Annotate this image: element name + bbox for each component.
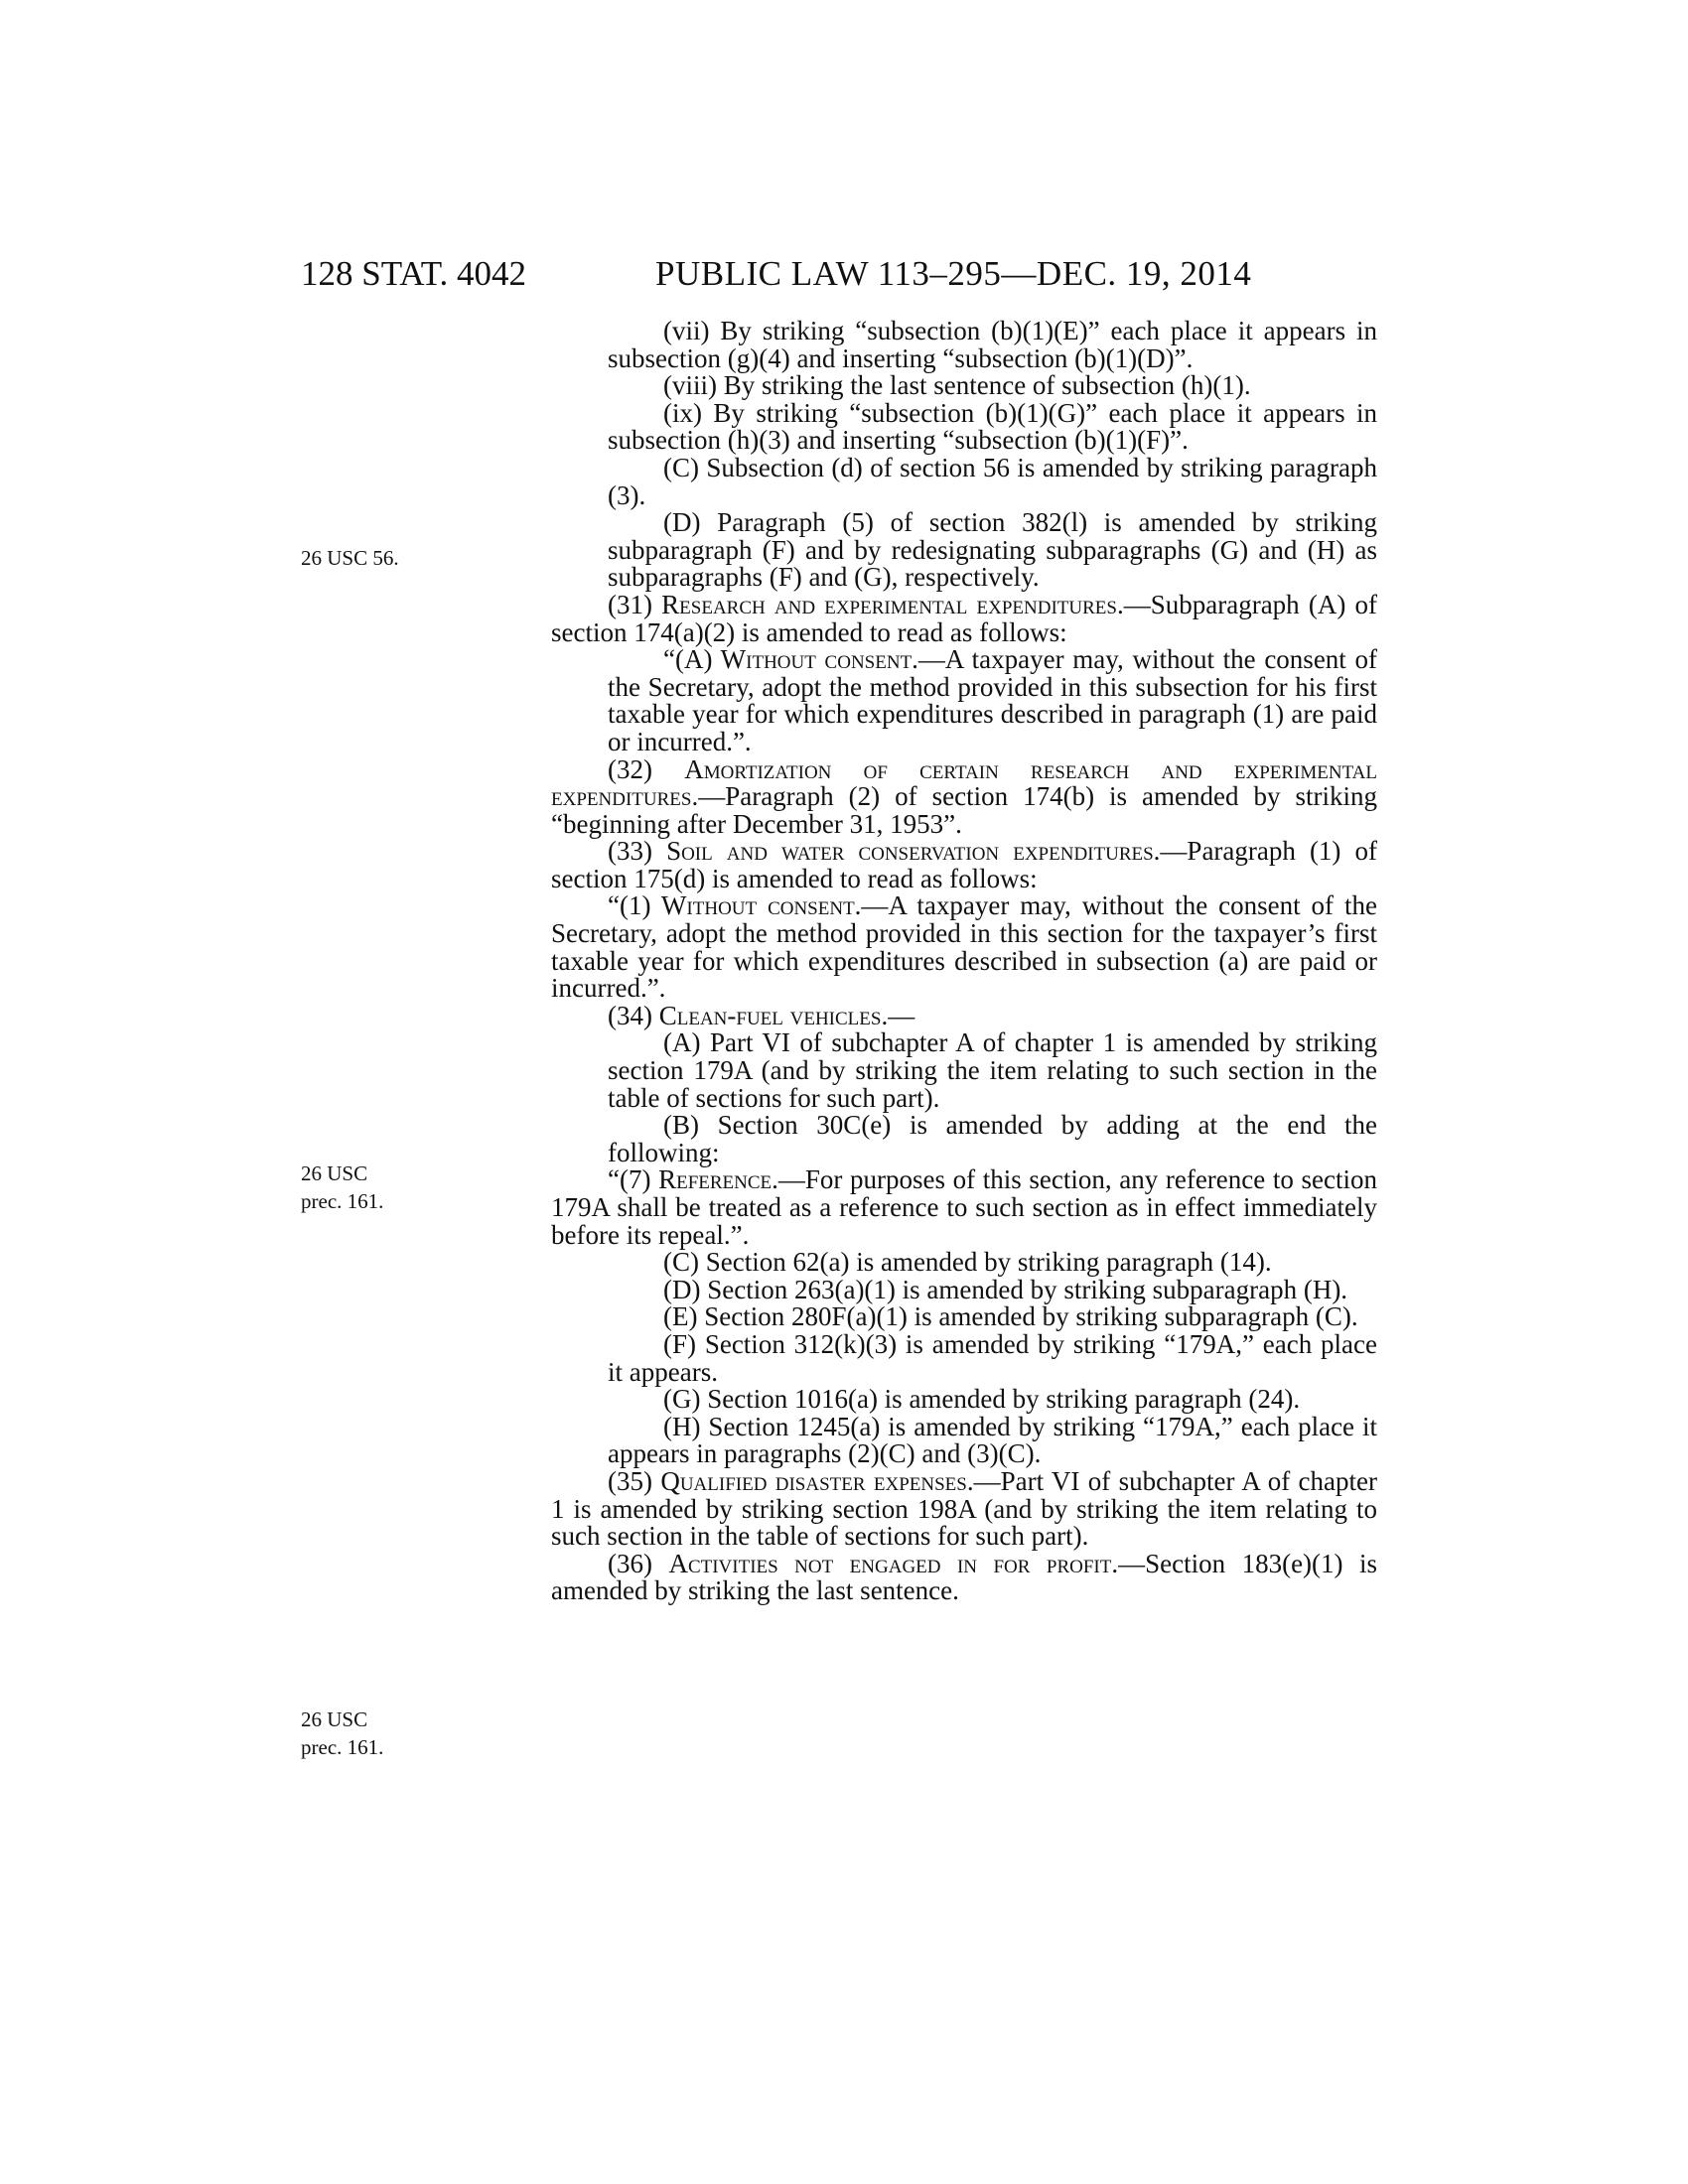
margin-note-line: 26 USC: [301, 1161, 368, 1185]
paragraph-text: Paragraph (2) of section 174(b) is amended by striking “beginning after December 31, 1953”.: [551, 781, 1377, 839]
document-body: [551, 318, 1377, 1605]
clause-viii: (viii) By striking the last sentence of subsection (h)(1).: [663, 370, 1251, 401]
subparagraph-34f: (F) Section 312(k)(3) is amended by striking “179A,” each place it appears.: [608, 1328, 1377, 1387]
subparagraph-34e: (E) Section 280F(a)(1) is amended by striking subparagraph (C).: [663, 1301, 1358, 1332]
subparagraph-34c: (C) Section 62(a) is amended by striking paragraph (14).: [663, 1247, 1272, 1278]
margin-note-26usc56: 26 USC 56.: [301, 546, 399, 570]
margin-note-26usc-prec161: [301, 1160, 383, 1215]
paragraph-number: (31): [608, 589, 652, 619]
quoted-heading: “(1) Without consent.—: [608, 890, 889, 921]
quoted-text-31a: [551, 646, 1377, 755]
paragraph-heading: Amortization of certain research and experimental expenditures.—: [551, 753, 1378, 812]
paragraph-number: (34): [608, 1000, 652, 1030]
clause-vii: (vii) By striking “subsection (b)(1)(E)” each place it appears in subsection (g)(4) and inserting “subsection (b)(1)(D)”.: [608, 316, 1377, 373]
paragraph-heading: Research and experimental expenditures.—: [661, 589, 1151, 619]
quoted-text-34-7: [551, 1166, 1377, 1249]
subparagraph-34h: (H) Section 1245(a) is amended by striking “179A,” each place it appears in paragraphs (2)(C) and (3)(C).: [608, 1411, 1377, 1469]
paragraph-33: [551, 838, 1377, 892]
margin-note-line: prec. 161.: [301, 1735, 384, 1759]
margin-note-26usc-prec161-2: [301, 1706, 383, 1761]
quoted-body: A taxpayer may, without the consent of the Secretary, adopt the method provided in this subsection for his first taxable year for which expenditures described in paragraph (1) are paid or incurred.”.: [608, 644, 1377, 756]
paragraph-heading: Qualified disaster expenses.—: [660, 1465, 1001, 1496]
quoted-body: For purposes of this section, any reference to section 179A shall be treated as a reference to such section as in effect immediately before its repeal.”.: [551, 1164, 1377, 1250]
quoted-body: A taxpayer may, without the consent of the Secretary, adopt the method provided in this section for the taxpayer’s first taxable year for which expenditures described in subsection (a) are paid or incurred.”.: [551, 890, 1377, 1004]
subparagraph-34g: (G) Section 1016(a) is amended by striking paragraph (24).: [663, 1384, 1301, 1415]
paragraph-35: [551, 1465, 1377, 1552]
subparagraph-34d: (D) Section 263(a)(1) is amended by striking subparagraph (H).: [663, 1274, 1348, 1304]
paragraph-heading: Soil and water conservation expenditures.—: [666, 836, 1188, 867]
quoted-text-33-1: [551, 892, 1377, 1002]
paragraph-36: [551, 1548, 1377, 1606]
subparagraph-34a: (A) Part VI of subchapter A of chapter 1 is amended by striking section 179A (and by striking the item relating to such section in the table of sections for such part).: [608, 1027, 1377, 1113]
quoted-heading: “(A) Without consent.—: [663, 644, 945, 675]
paragraph-34: [551, 1000, 1377, 1030]
quoted-heading: “(7) Reference.—: [608, 1164, 805, 1195]
paragraph-heading: Activities not engaged in for profit.—: [668, 1548, 1146, 1578]
paragraph-text: Subparagraph (A) of section 174(a)(2) is amended to read as follows:: [551, 589, 1377, 647]
margin-note-line: prec. 161.: [301, 1189, 384, 1213]
subparagraph-34b: (B) Section 30C(e) is amended by adding at the end the following:: [608, 1110, 1377, 1167]
paragraph-number: (33): [608, 836, 652, 867]
paragraph-number: (36): [608, 1548, 652, 1578]
paragraph-32: [551, 753, 1378, 839]
clause-ix: (ix) By striking “subsection (b)(1)(G)” each place it appears in subsection (h)(3) and inserting “subsection (b)(1)(F)”.: [608, 397, 1377, 456]
paragraph-text: Paragraph (1) of section 175(d) is amended to read as follows:: [551, 836, 1377, 893]
paragraph-heading: Clean-fuel vehicles.—: [658, 1000, 915, 1030]
margin-note-line: 26 USC: [301, 1707, 368, 1731]
subparagraph-c-56: (C) Subsection (d) of section 56 is amended by striking paragraph (3).: [608, 452, 1377, 510]
page-stat-citation: 128 STAT. 4042: [301, 254, 526, 293]
paragraph-text: Part VI of subchapter A of chapter 1 is amended by striking section 198A (and by striking the item relating to such section in the table of sections for such part).: [551, 1465, 1377, 1552]
paragraph-31: [551, 589, 1377, 647]
running-header: PUBLIC LAW 113–295—DEC. 19, 2014: [655, 254, 1252, 293]
paragraph-number: (32): [608, 753, 652, 784]
paragraph-number: (35): [608, 1465, 652, 1496]
subparagraph-d-382: (D) Paragraph (5) of section 382(l) is amended by striking subparagraph (F) and by redesignating subparagraphs (G) and (H) as subparagraphs (F) and (G), respectively.: [608, 507, 1377, 593]
paragraph-text: Section 183(e)(1) is amended by striking the last sentence.: [551, 1548, 1377, 1606]
